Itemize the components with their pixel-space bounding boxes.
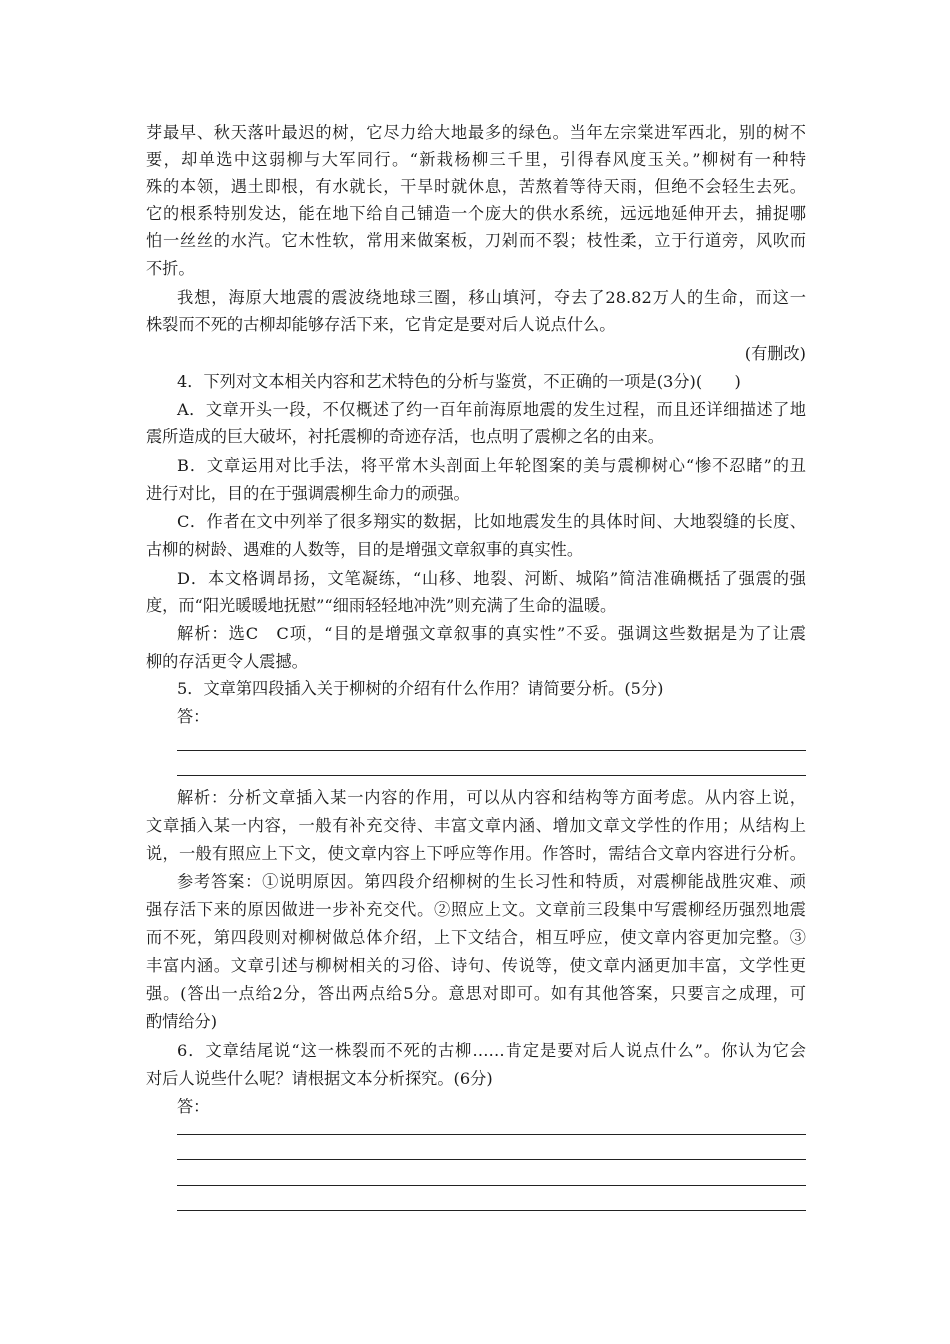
answer-line [177,1159,806,1160]
passage-line: 殊的本领，遇土即根，有水就长，干旱时就休息，苦熬着等待天雨，但绝不会轻生去死。 [146,177,806,196]
q6-answer-label: 答： [177,1097,210,1116]
q5-reference: 酌情给分) [146,1012,218,1031]
q4-option-a: A．文章开头一段，不仅概述了约一百年前海原地震的发生过程，而且还详细描述了地 [177,400,806,419]
q4-stem: 4．下列对文本相关内容和艺术特色的分析与鉴赏，不正确的一项是(3分)( ) [177,372,741,391]
passage-line: 它的根系特别发达，能在地下给自己铺造一个庞大的供水系统，远远地延伸开去，捕捉哪 [146,204,806,223]
q6-stem: 6．文章结尾说“这一株裂而不死的古柳……肯定是要对后人说点什么”。你认为它会 [177,1041,806,1060]
source-note: (有删改) [744,344,806,363]
q4-option-d: D．本文格调昂扬，文笔凝练，“山移、地裂、河断、城陷”简洁准确概括了强震的强 [177,569,806,588]
passage-line: 我想，海原大地震的震波绕地球三圈，移山填河，夺去了28.82万人的生命，而这一 [177,288,806,307]
q6-stem: 对后人说些什么呢？请根据文本分析探究。(6分) [146,1069,493,1088]
passage-line: 要，却单选中这弱柳与大军同行。“新栽杨柳三千里，引得春风度玉关。”柳树有一种特 [146,150,806,169]
q4-option-b: 进行对比，目的在于强调震柳生命力的顽强。 [146,484,470,503]
q5-reference: 强。(答出一点给2分，答出两点给5分。意思对即可。如有其他答案，只要言之成理，可 [146,984,806,1003]
passage-line: 怕一丝丝的水汽。它木性软，常用来做案板，刀剁而不裂；枝性柔，立于行道旁，风吹而 [146,231,806,250]
passage-line: 不折。 [146,259,195,278]
answer-line [177,1210,806,1211]
answer-line [177,750,806,751]
q5-reference: 而不死，第四段则对柳树做总体介绍，上下文结合，相互呼应，使文章内容更加完整。③ [146,928,806,947]
q5-analysis: 说，一般有照应上下文，使文章内容上下呼应等作用。作答时，需结合文章内容进行分析。 [146,844,806,863]
q4-option-b: B．文章运用对比手法，将平常木头剖面上年轮图案的美与震柳树心“惨不忍睹”的丑 [177,456,806,475]
q5-answer-label: 答： [177,707,210,726]
answer-line [177,1185,806,1186]
q4-option-d: 度，而“阳光暖暖地抚慰”“细雨轻轻地冲洗”则充满了生命的温暖。 [146,596,617,615]
q4-option-a: 震所造成的巨大破坏，衬托震柳的奇迹存活，也点明了震柳之名的由来。 [146,427,664,446]
passage-line: 芽最早、秋天落叶最迟的树，它尽力给大地最多的绿色。当年左宗棠进军西北，别的树不 [146,123,806,142]
q5-reference: 参考答案：①说明原因。第四段介绍柳树的生长习性和特质，对震柳能战胜灾难、顽 [177,872,806,891]
q5-analysis: 解析：分析文章插入某一内容的作用，可以从内容和结构等方面考虑。从内容上说， [177,788,806,807]
q5-analysis: 文章插入某一内容，一般有补充交待、丰富文章内涵、增加文章文学性的作用；从结构上 [146,816,806,835]
q4-option-c: 古柳的树龄、遇难的人数等，目的是增强文章叙事的真实性。 [146,540,584,559]
answer-line [177,1134,806,1135]
passage-line: 株裂而不死的古柳却能够存活下来，它肯定是要对后人说点什么。 [146,315,616,334]
q5-stem: 5．文章第四段插入关于柳树的介绍有什么作用？请简要分析。(5分) [177,679,664,698]
q4-analysis: 柳的存活更令人震撼。 [146,652,308,671]
q5-reference: 强存活下来的原因做进一步补充交代。②照应上文。文章前三段集中写震柳经历强烈地震 [146,900,806,919]
q5-reference: 丰富内涵。文章引述与柳树相关的习俗、诗句、传说等，使文章内涵更加丰富，文学性更 [146,956,806,975]
answer-line [177,775,806,776]
q4-analysis: 解析：选C C项，“目的是增强文章叙事的真实性”不妥。强调这些数据是为了让震 [177,624,806,643]
q4-option-c: C．作者在文中列举了很多翔实的数据，比如地震发生的具体时间、大地裂缝的长度、 [177,512,806,531]
